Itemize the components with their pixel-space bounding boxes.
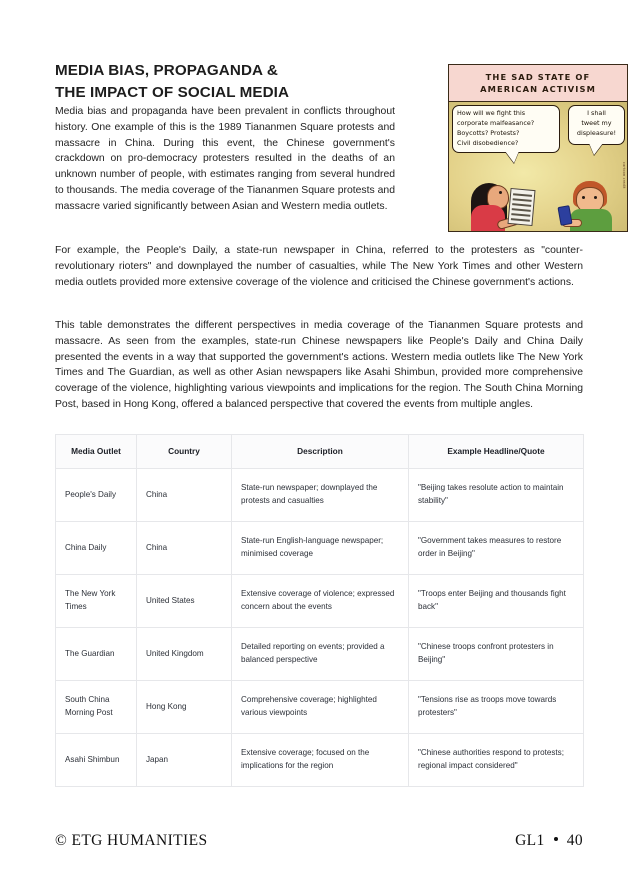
newspaper-icon — [507, 188, 535, 226]
cartoon-credit: cartoon credit — [622, 162, 626, 189]
column-header-description: Description — [232, 435, 409, 469]
table-row — [56, 575, 584, 628]
column-header-media-outlet: Media Outlet — [56, 435, 137, 469]
column-header-example-headline: Example Headline/Quote — [409, 435, 584, 469]
column-header-country: Country — [137, 435, 232, 469]
cell-country: Hong Kong — [137, 681, 232, 734]
cartoon-panel — [449, 102, 627, 231]
cartoon-illustration — [448, 64, 628, 232]
table-row — [56, 681, 584, 734]
cell-quote: "Chinese authorities respond to protests; regional impact considered" — [409, 734, 584, 787]
media-comparison-table — [55, 434, 584, 787]
bullet-separator-icon — [554, 837, 558, 841]
cell-media-outlet: The Guardian — [56, 628, 137, 681]
cell-quote: "Chinese troops confront protesters in Beijing" — [409, 628, 584, 681]
table-row — [56, 522, 584, 575]
cell-description: Detailed reporting on events; provided a balanced perspective — [232, 628, 409, 681]
speech-bubble-left-line-3: Boycotts? Protests? — [457, 128, 520, 137]
speech-bubble-left-line-2: corporate malfeasance? — [457, 118, 535, 127]
speech-bubble-left-line-4: Civil disobedience? — [457, 138, 519, 147]
paragraph-3: This table demonstrates the different perspectives in media coverage of the Tiananmen Square protests and massacre. As seen from the examples, state-run Chinese newspapers like People's Daily and China Daily presented the events in a way that supported the government's actions. Western media outlets like The New York Times and The Guardian, as well as other Asian newspapers like Asahi Shimbun, provided more comprehensive coverage of the violence, highlighting various viewpoints and implications for the region. The South China Morning Post, based in Hong Kong, offered a balanced perspective that covered the events from multiple angles. — [55, 320, 583, 411]
table-row — [56, 469, 584, 522]
footer-page-marker — [515, 832, 583, 850]
cell-media-outlet: South China Morning Post — [56, 681, 137, 734]
cell-country: Japan — [137, 734, 232, 787]
cartoon-title-banner — [449, 65, 627, 102]
speech-bubble-right — [568, 105, 625, 145]
footer-page-number: 40 — [566, 832, 583, 849]
table-header-row — [56, 435, 584, 469]
cell-media-outlet: The New York Times — [56, 575, 137, 628]
cell-description: State-run newspaper; downplayed the protests and casualties — [232, 469, 409, 522]
table-body — [56, 469, 584, 787]
smartphone-icon — [557, 205, 572, 226]
cell-media-outlet: People's Daily — [56, 469, 137, 522]
media-comparison-table-wrapper — [55, 434, 583, 787]
cell-description: Extensive coverage; focused on the implications for the region — [232, 734, 409, 787]
speech-bubble-right-line-2: tweet my — [581, 118, 612, 127]
cartoon-title-line-2: AMERICAN ACTIVISM — [480, 84, 596, 94]
page-title-line-2: THE IMPACT OF SOCIAL MEDIA — [55, 83, 290, 101]
paragraph-1: Media bias and propaganda have been prevalent in conflicts throughout history. One example of this is the 1989 Tiananmen Square protests and massacre in China. During this event, the Chinese government's crackdown on pro-democracy protesters resulted in the deaths of an unknown number of people, with estimates ranging from several hundred to thousands. The media coverage of the Tiananmen Square protests and massacre varied significantly between Asian and Western media outlets. — [55, 106, 395, 212]
page-footer — [55, 832, 583, 850]
cell-quote: "Government takes measures to restore order in Beijing" — [409, 522, 584, 575]
cell-country: United Kingdom — [137, 628, 232, 681]
boy-eye-right — [594, 196, 597, 199]
cell-country: China — [137, 469, 232, 522]
speech-bubble-right-line-1: I shall — [587, 109, 606, 117]
cell-description: State-run English-language newspaper; minimised coverage — [232, 522, 409, 575]
cell-country: United States — [137, 575, 232, 628]
table-row — [56, 734, 584, 787]
cell-quote: "Tensions rise as troops move towards protesters" — [409, 681, 584, 734]
woman-eye — [499, 191, 502, 194]
cell-description: Comprehensive coverage; highlighted various viewpoints — [232, 681, 409, 734]
cell-quote: "Beijing takes resolute action to maintain stability" — [409, 469, 584, 522]
speech-bubble-left — [452, 105, 560, 153]
table-row — [56, 628, 584, 681]
page-title — [55, 60, 395, 103]
paragraph-2: For example, the People's Daily, a state-run newspaper in China, referred to the protesters as "counter-revolutionary rioters" and downplayed the number of casualties, while The New York Times and other Western media outlets provided more extensive coverage of the violence and criticised the Chinese government's actions. — [55, 245, 583, 288]
cell-media-outlet: Asahi Shimbun — [56, 734, 137, 787]
footer-copyright: © ETG HUMANITIES — [55, 832, 208, 849]
speech-bubble-right-line-3: displeasure! — [576, 128, 617, 137]
cell-quote: "Troops enter Beijing and thousands fight back" — [409, 575, 584, 628]
cartoon-title-line-1: THE SAD STATE OF — [485, 71, 591, 82]
cell-media-outlet: China Daily — [56, 522, 137, 575]
table-header — [56, 435, 584, 469]
footer-section-code: GL1 — [515, 832, 545, 849]
cell-description: Extensive coverage of violence; expressed concern about the events — [232, 575, 409, 628]
boy-eye-left — [582, 196, 585, 199]
speech-bubble-left-line-1: How will we fight this — [457, 109, 526, 117]
cell-country: China — [137, 522, 232, 575]
page-title-line-1: MEDIA BIAS, PROPAGANDA & — [55, 62, 278, 80]
